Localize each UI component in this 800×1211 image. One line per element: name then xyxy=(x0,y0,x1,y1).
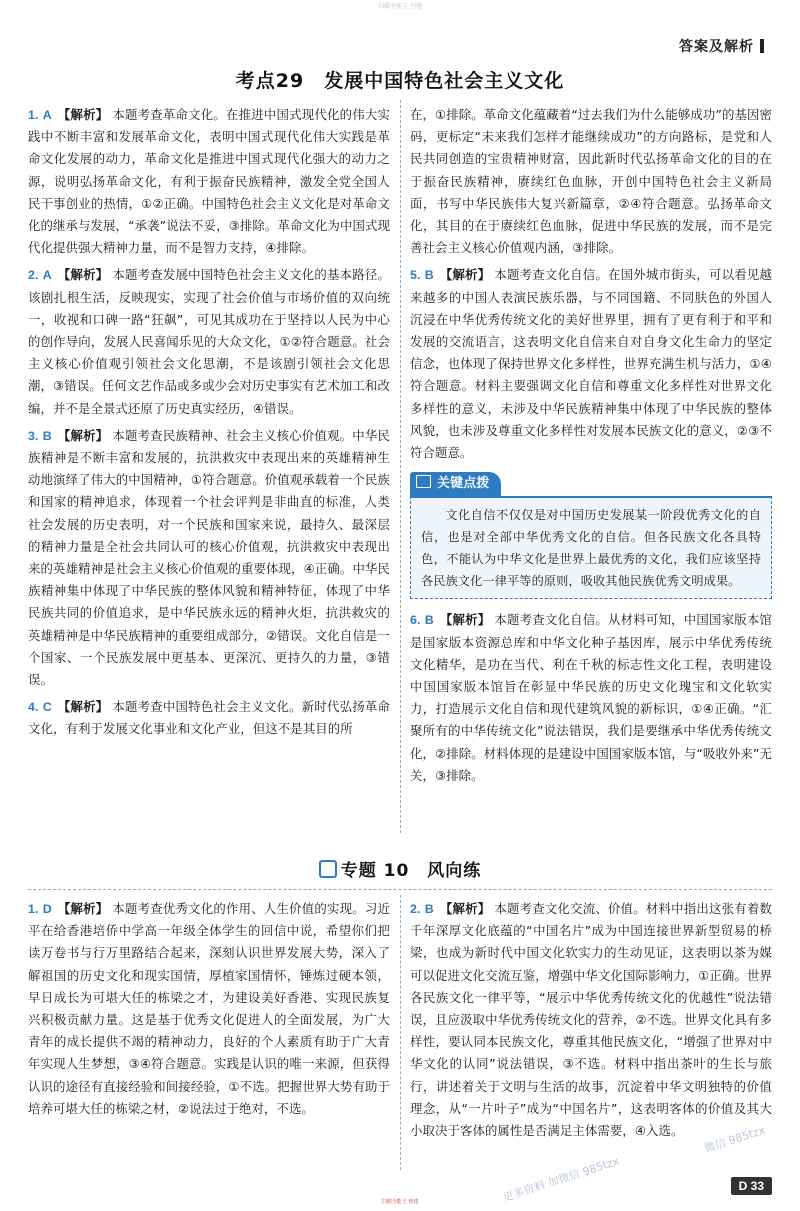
analysis-text: 本题考查优秀文化的作用、人生价值的实现。习近平在给香港培侨中学高一年级全体学生的回信中说，希望你们把读万卷书与行万里路结合起来，深刻认识世界发展大势，深入了解祖国的历史文化和现实国情，厚植家国情怀，锤炼过硬本领，早日成长为可堪大任的栋梁之才，为建设美好香港、实现民族复兴积极贡献力量。这是基于优秀文化促进人的全面发展，为广大青年的成长提供不竭的精神动力，良好的个人素质有助于广大青年实现人生梦想，③④符合题意。实践是认识的唯一来源，但获得认识的途径有直接经验和间接经验，①不选。把握世界大势有助于培养可堪大任的栋梁之材，②说法过于绝对，不选。 xyxy=(28,901,390,1116)
header-bar-icon xyxy=(760,39,764,53)
analysis-text: 本题考查中国特色社会主义文化。新时代弘扬革命文化，有利于发展文化事业和文化产业，但这不是其目的所 xyxy=(28,699,390,737)
section-title: 考点29 发展中国特色社会主义文化 xyxy=(235,70,565,92)
callout-header xyxy=(410,472,501,496)
answer-header-label: 答案及解析 xyxy=(679,39,754,55)
column-divider-bottom xyxy=(400,895,401,1170)
answer-header xyxy=(679,36,764,56)
answer-letter: B xyxy=(424,902,434,916)
question-number: 5. xyxy=(410,268,421,283)
question-4-continued xyxy=(410,104,772,259)
wind-question-2 xyxy=(410,898,772,1142)
envelope-icon xyxy=(416,475,431,488)
question-2 xyxy=(28,264,390,419)
question-number: 4. xyxy=(28,700,39,715)
analysis-tag: 【解析】 xyxy=(439,901,491,916)
analysis-tag: 【解析】 xyxy=(57,267,109,283)
analysis-text: 本题考查民族精神、社会主义核心价值观。中华民族精神是不断丰富和发展的，抗洪救灾中表现出来的英雄精神生动地演绎了伟大的中国精神，①符合题意。价值观承载着一个民族和国家的精神追求，体现着一个社会评判是非曲直的标准，人类社会发展的历史表明，对一个民族和国家来说，最持久、最深层的精神力量是全社会共同认可的核心价值观，抗洪救灾中表现出来的英雄精神是社会主义核心价值观的重要体现，④正确。中华民族精神集中体现了中华民族的整体风貌和精神特征，体现了中华民族共同的价值追求，是中华民族永远的精神火炬，抗洪救灾的英雄精神是中华民族精神的重要组成部分，②错误。文化自信是一个国家、一个民族发展中更基本、更深沉、更持久的力量，③错误。 xyxy=(28,427,390,688)
question-6 xyxy=(410,609,772,787)
bottom-left-column xyxy=(28,898,390,1125)
special-title-text: 专题 10 风向练 xyxy=(340,861,482,881)
section-divider xyxy=(28,889,772,890)
answer-letter: B xyxy=(424,268,434,283)
column-divider xyxy=(400,100,401,833)
answer-letter: B xyxy=(42,428,52,443)
question-1 xyxy=(28,104,390,259)
footer-scan-note: 扫描全能王 创建 xyxy=(381,1199,419,1205)
answer-letter: A xyxy=(42,108,52,122)
analysis-text: 本题考查文化自信。从材料可知，中国国家版本馆是国家版本资源总库和中华文化种子基因库，展示中华优秀传统文化精华，是功在当代、利在千秋的标志性文化工程，表明建设中国国家版本馆旨在彰显中华民族的历史文化瑰宝和文化软实力，打造展示文化自信和现代建筑风貌的新标识，①④正确。“汇聚所有的中华传统文化”说法错误，我们是要继承中华优秀传统文化，②排除。材料体现的是建设中国国家版本馆，与“吸收外来”无关，③排除。 xyxy=(410,612,772,783)
analysis-tag: 【解析】 xyxy=(57,107,109,122)
watermark: 更多资料 加微信 985tzx xyxy=(501,1154,621,1205)
analysis-text: 本题考查发展中国特色社会主义文化的基本路径。该剧扎根生活，反映现实，实现了社会价值与市场价值的双向统一，收视和口碑一路“狂飙”，可见其成功在于坚持以人民为中心的创作导向，发展人民喜闻乐见的大众文化，①②符合题意。社会主义核心价值观引领社会文化思潮，不是该剧引领社会文化思潮，③错误。任何文艺作品或多或少会对历史事实有艺术加工和改编，并不是全景式还原了历史真实经历，④错误。 xyxy=(28,267,390,416)
answer-letter: B xyxy=(424,613,434,628)
question-number: 3. xyxy=(28,428,39,443)
question-number: 6. xyxy=(410,613,421,628)
analysis-tag: 【解析】 xyxy=(439,612,491,628)
answer-letter: A xyxy=(42,268,52,283)
top-scan-note: 扫描全能王 创建 xyxy=(378,3,422,10)
question-3 xyxy=(28,425,390,691)
right-column xyxy=(410,104,772,792)
answer-letter: C xyxy=(42,700,52,715)
analysis-text: 本题考查革命文化。在推进中国式现代化的伟大实践中不断丰富和发展革命文化，表明中国式现代化伟大实践是革命文化发展的动力，革命文化是推进中国式现代化强大的动力之源，说明弘扬革命文化，有利于振奋民族精神，激发全党全国人民干事创业的热情，①②正确。中国特色社会主义文化是对革命文化的继承与发展，“承袭”说法不妥，③排除。革命文化为中国式现代化提供强大精神力量，而不是智力支持，④排除。 xyxy=(28,107,390,256)
topic-icon xyxy=(319,860,337,878)
continued-text: 在，①排除。革命文化蕴藏着“过去我们为什么能够成功”的基因密码，更标定“未来我们怎样才能继续成功”的方向路标，是党和人民共同创造的宝贵精神财富，因此新时代弘扬革命文化的目的在于振奋民族精神，赓续红色血脉，开创中国特色社会主义新局面，书写中华民族伟大复兴新篇章，②④符合题意。弘扬革命文化，其目的在于赓续红色血脉，促进中华民族的发展，而不是完善社会主义核心价值观内涵，③排除。 xyxy=(410,107,772,256)
answer-letter: D xyxy=(42,902,52,916)
key-point-callout xyxy=(410,472,772,599)
special-topic-title xyxy=(0,856,800,881)
analysis-tag: 【解析】 xyxy=(57,427,109,443)
watermark: 微信 985tzx xyxy=(702,1123,767,1156)
question-number: 1. xyxy=(28,108,39,122)
analysis-text: 本题考查文化交流、价值。材料中指出这张有着数千年深厚文化底蕴的“中国名片”成为中国连接世界新型贸易的桥梁，也成为新时代中国文化软实力的生动见证，这表明以茶为媒可以促进文化交流互鉴，增强中华文化国际影响力，①正确。世界各民族文化一律平等，“展示中华优秀传统文化的优越性”说法错误，且应汲取中华优秀传统文化的营养，②不选。世界文化具有多样性，要认同本民族文化，尊重其他民族文化，“增强了世界对中华文化的认同”说法错误，③不选。材料中指出茶叶的生长与旅行，讲述着关于文明与生活的故事，沉淀着中华文明独特的价值理念，从“一片叶子”成为“中国名片”，这表明客体的价值及其大小取决于客体的属性是否满足主体需要，④入选。 xyxy=(410,901,772,1139)
analysis-tag: 【解析】 xyxy=(57,699,109,715)
callout-body: 文化自信不仅仅是对中国历史发展某一阶段优秀文化的自信，也是对全部中华优秀文化的自信。但各民族文化各具特色，不能认为中华文化是世界上最优秀的文化，我们应该坚持各民族文化一律平等的原则，吸收其他民族优秀文明成果。 xyxy=(410,496,772,599)
analysis-text: 本题考查文化自信。在国外城市街头，可以看见越来越多的中国人表演民族乐器，与不同国籍、不同肤色的外国人沉浸在中华优秀传统文化的美好世界里，拥有了更有利于和平和发展的交流语言，这表明文化自信来自对自身文化生命力的坚定信念，也体现了保持世界文化多样性，世界充满生机与活力，①④符合题意。材料主要强调文化自信和尊重文化多样性对世界文化多样性的意义，未涉及中华民族精神集中体现了中华民族的整体风貌，也未涉及尊重文化多样性对发展本民族文化的意义，②③不符合题意。 xyxy=(410,267,772,461)
callout-title: 关键点拨 xyxy=(437,476,490,492)
question-number: 2. xyxy=(410,902,421,916)
analysis-tag: 【解析】 xyxy=(439,267,491,283)
page-number-badge: D 33 xyxy=(731,1177,772,1195)
question-number: 1. xyxy=(28,902,39,916)
question-number: 2. xyxy=(28,268,39,283)
left-column xyxy=(28,104,390,746)
bottom-right-column xyxy=(410,898,772,1147)
question-4 xyxy=(28,696,390,740)
question-5 xyxy=(410,264,772,464)
analysis-tag: 【解析】 xyxy=(57,901,109,916)
wind-question-1 xyxy=(28,898,390,1120)
